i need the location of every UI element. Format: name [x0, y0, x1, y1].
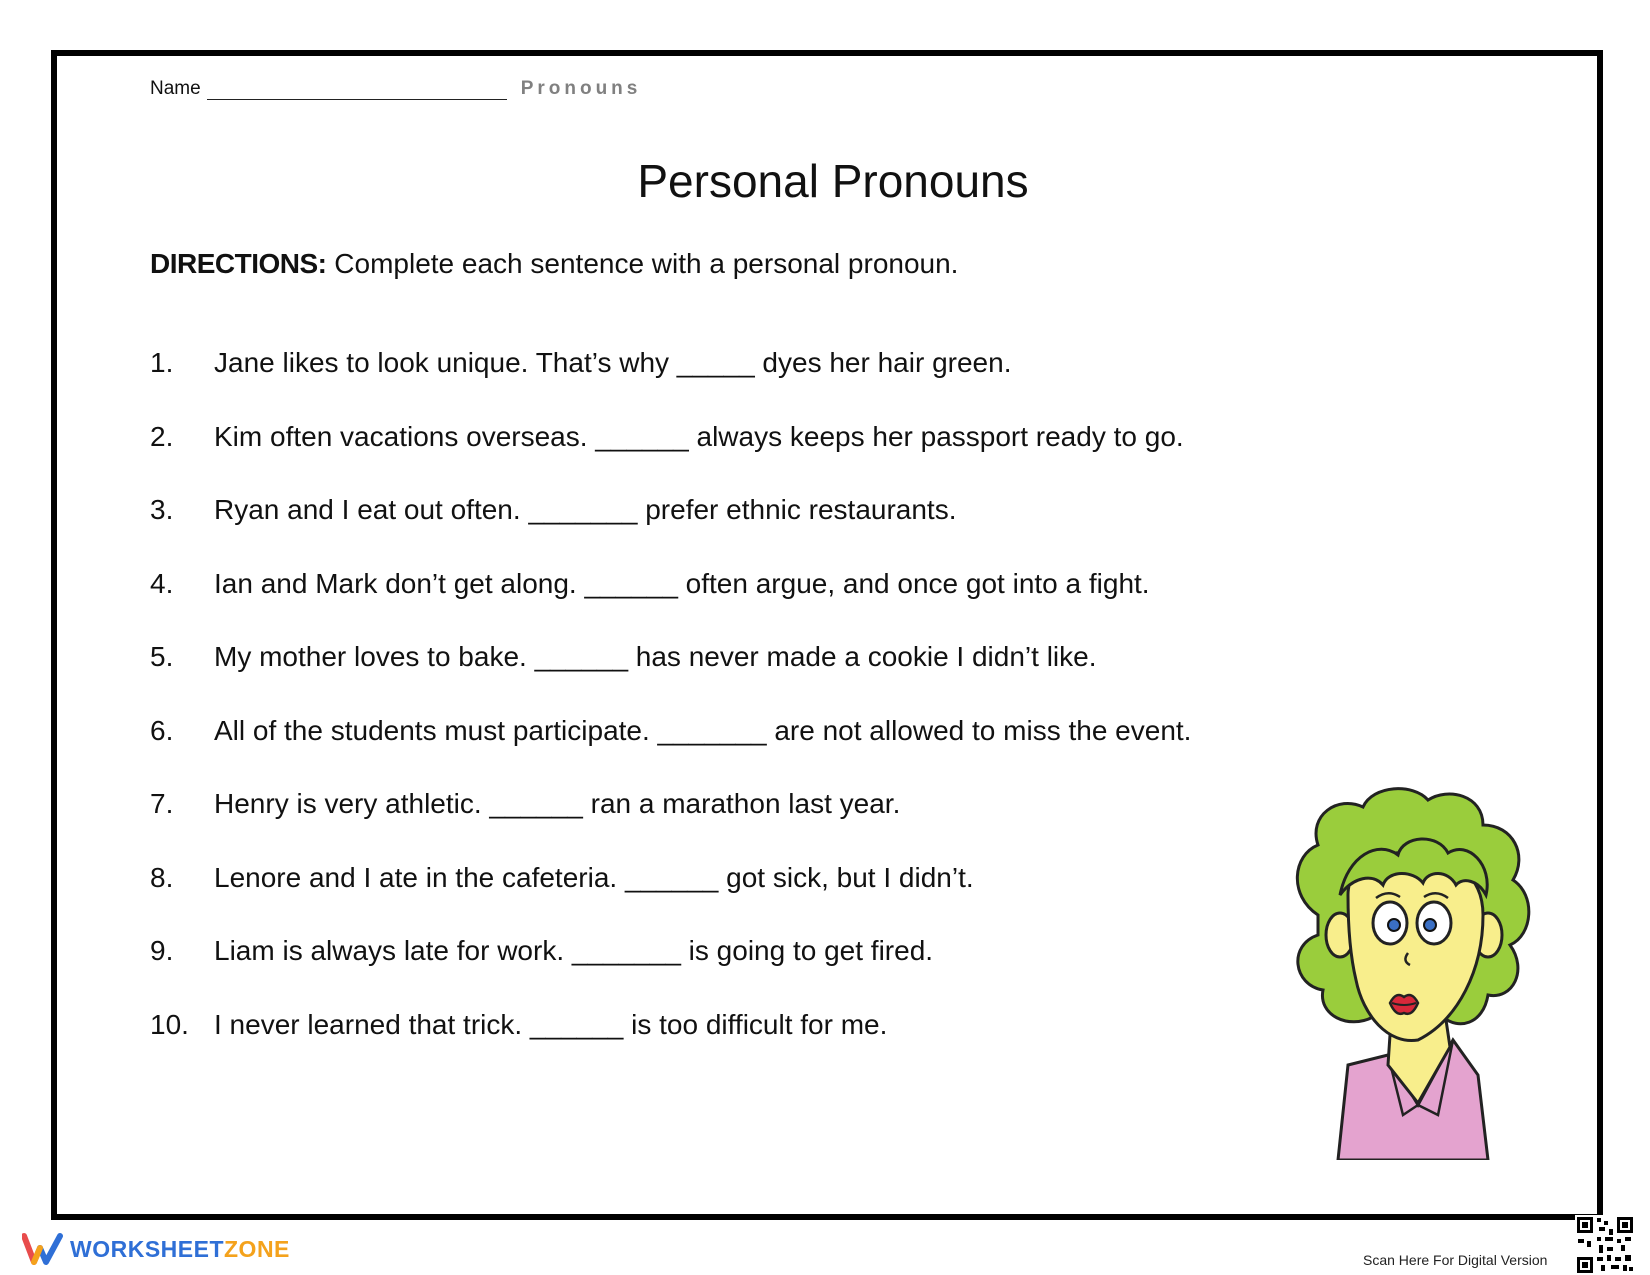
- question-number: 4.: [150, 567, 174, 599]
- page-title: Personal Pronouns: [637, 155, 1029, 207]
- question-number: 8.: [150, 861, 174, 893]
- topic-label: Pronouns: [520, 78, 642, 99]
- directions: [150, 248, 958, 280]
- question-item: [150, 861, 1191, 935]
- question-text: Henry is very athletic. ______ ran a marathon last year.: [214, 788, 901, 819]
- woman-cartoon-illustration: [1278, 785, 1538, 1160]
- logo-text-part1: WORKSHEET: [70, 1235, 224, 1262]
- right-pupil: [1424, 919, 1436, 931]
- question-item: [150, 787, 1191, 861]
- question-item: [150, 493, 1191, 567]
- question-number: 10.: [150, 1008, 189, 1040]
- question-number: 6.: [150, 714, 174, 746]
- question-item: [150, 420, 1191, 494]
- name-row: [150, 78, 641, 100]
- logo-text: [70, 1236, 290, 1263]
- question-text: My mother loves to bake. ______ has never made a cookie I didn’t like.: [214, 641, 1097, 672]
- question-item: [150, 640, 1191, 714]
- question-item: [150, 567, 1191, 641]
- worksheetzone-logo[interactable]: [22, 1232, 290, 1266]
- question-text: All of the students must participate. _______ are not allowed to miss the event.: [214, 714, 1192, 746]
- question-text: Liam is always late for work. _______ is going to get fired.: [214, 935, 934, 966]
- question-number: 1.: [150, 347, 174, 378]
- question-number: 5.: [150, 641, 174, 672]
- question-number: 2.: [150, 420, 174, 452]
- question-text: Lenore and I ate in the cafeteria. ______ got sick, but I didn’t.: [214, 861, 974, 893]
- question-item: [150, 934, 1191, 1008]
- logo-text-part2: ZONE: [224, 1235, 290, 1262]
- question-text: Jane likes to look unique. That’s why _____ dyes her hair green.: [214, 347, 1012, 378]
- question-text: Kim often vacations overseas. ______ always keeps her passport ready to go.: [214, 420, 1184, 452]
- question-text: Ian and Mark don’t get along. ______ often argue, and once got into a fight.: [214, 567, 1150, 599]
- question-item: [150, 346, 1191, 420]
- name-label: Name: [150, 78, 201, 99]
- left-pupil: [1388, 919, 1400, 931]
- name-blank-line[interactable]: [207, 81, 507, 100]
- question-number: 7.: [150, 788, 174, 819]
- question-number: 9.: [150, 935, 174, 966]
- logo-icon: [22, 1232, 64, 1266]
- question-text: I never learned that trick. ______ is too difficult for me.: [214, 1008, 888, 1040]
- qr-code-icon[interactable]: [1575, 1215, 1635, 1275]
- question-item: [150, 714, 1191, 788]
- question-number: 3.: [150, 494, 174, 525]
- directions-label: DIRECTIONS:: [150, 248, 327, 279]
- question-list: [150, 346, 1191, 1081]
- directions-text: Complete each sentence with a personal pronoun.: [334, 248, 959, 279]
- question-item: [150, 1008, 1191, 1082]
- scan-caption: Scan Here For Digital Version: [1363, 1252, 1548, 1268]
- question-text: Ryan and I eat out often. _______ prefer ethnic restaurants.: [214, 494, 957, 525]
